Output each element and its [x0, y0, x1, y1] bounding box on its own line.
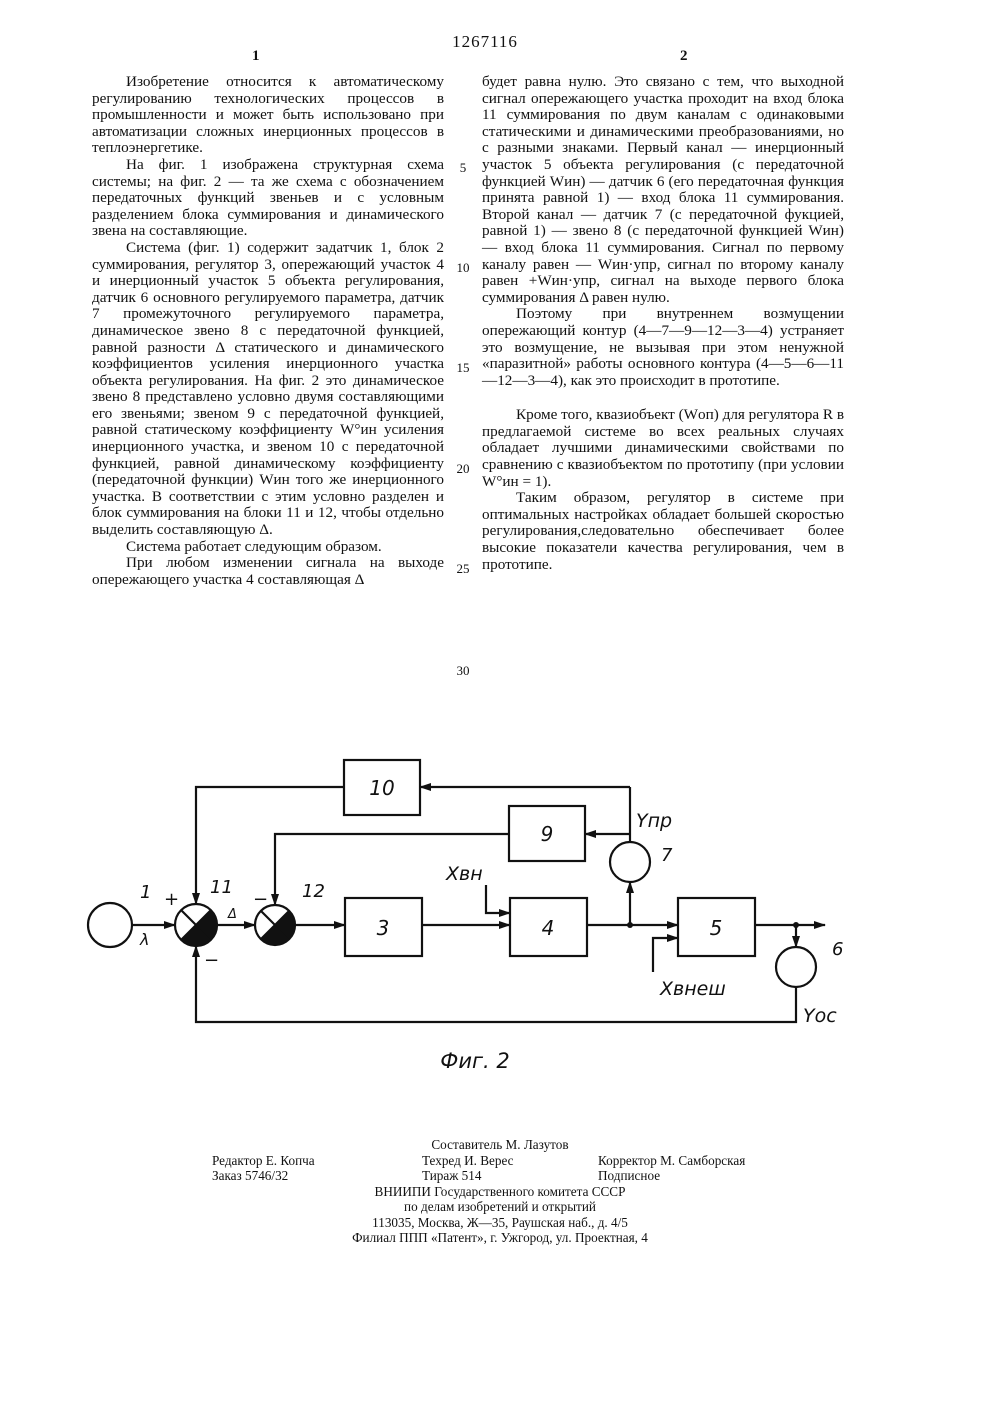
address: 113035, Москва, Ж—35, Раушская наб., д. 4/5 — [372, 1214, 628, 1230]
circulation: Тираж 514 — [422, 1168, 482, 1183]
corrector: Корректор М. Самборская — [598, 1152, 746, 1168]
right-column — [482, 74, 844, 573]
signal-yos: Yос — [803, 1005, 837, 1027]
paragraph: Система (фиг. 1) содержит задатчик 1, блок 2 суммирования, регулятор 3, опережающий участок 4 и инерционный участок 5 объекта регулирования, датчик 6 основного регулируемого параметра, датчик 7 промежуточного регулируемого параметра, динамическое звено 8 с передаточной функцией, равной разности Δ статического и динамического коэффициентов усиления инерционного участка объекта регулирования. На фиг. 2 это динамическое звено 8 представлено условно двумя составляющими его звеньями; звеном 9 с передаточной функцией, равной статическому коэффициенту W°ин усиления инерционного участка, и звеном 10 с передаточной функцией, равной динамическому коэффициенту (передаточной функции) Wин того же инерционного участка. В соответствии с этим условно разделен и блок суммирования на блоки 11 и 12, чтобы отдельно выделить составляющую Δ. — [92, 238, 444, 539]
patent-number: 1267116 — [452, 32, 518, 51]
column-number-left: 1 — [252, 48, 260, 64]
signal-lambda: λ — [140, 930, 150, 949]
label-block-5: 5 — [709, 916, 723, 940]
label-node-11: 11 — [210, 877, 233, 898]
paragraph: Система работает следующим образом. — [126, 537, 382, 555]
label-block-4: 4 — [541, 916, 555, 940]
compiler: Составитель М. Лазутов — [431, 1137, 569, 1152]
label-block-10: 10 — [369, 776, 395, 800]
node-7 — [610, 842, 650, 882]
line-number: 20 — [456, 461, 470, 476]
order: Заказ 5746/32 — [212, 1168, 289, 1183]
editor: Редактор Е. Копча — [212, 1152, 315, 1168]
signal-xvnesh: Xвнеш — [660, 978, 726, 1000]
label-node-7: 7 — [661, 845, 673, 866]
subscription: Подписное — [598, 1168, 661, 1183]
paragraph: На фиг. 1 изображена структурная схема системы; на фиг. 2 — та же схема с обозначением передаточных функций звеньев и с условным разделением блока суммирования и динамического звена на составляющие. — [92, 155, 444, 240]
techred: Техред И. Верес — [422, 1152, 514, 1168]
figure-caption: Фиг. 2 — [440, 1049, 510, 1073]
signal-plus: + — [164, 889, 180, 910]
line-number: 5 — [459, 160, 467, 175]
line-number: 15 — [456, 360, 470, 375]
branch: Филиал ППП «Патент», г. Ужгород, ул. Проектная, 4 — [352, 1230, 648, 1245]
node-6 — [776, 947, 816, 987]
signal-xvn: Xвн — [446, 863, 483, 885]
signal-minus-11: − — [204, 950, 220, 971]
paragraph: Кроме того, квазиобъект (Wоп) для регулятора R в предлагаемой системе во всех реальных случаях обладает лучшими динамическими свойствами по сравнению с квазиобъектом по прототипу (при условии W°ин = 1). — [482, 406, 844, 490]
left-column — [92, 74, 444, 588]
line-number: 30 — [456, 663, 470, 678]
column-number-right: 2 — [680, 48, 688, 64]
paragraph: будет равна нулю. Это связано с тем, что выходной сигнал опережающего участка проходит на вход блока 11 суммирования по двум каналам с одинаковыми статическими и динамическими преобразованиями, но с разными знаками. Первый канал — инерционный участок 5 объекта регулирования (с передаточной функцией Wин) — датчик 6 (его передаточная функция принята равной 1) — вход блока 11 суммирования. Второй канал — датчик 7 (с передаточной фукцией, равной 1) — звено 8 (с передаточной функцией Wин) — вход блока 11 суммирования. Сигнал по первому каналу равен — Wин·yпр, сигнал по второму каналу равен +Wин·yпр, сигнал на выходе первого блока суммирования Δ равен нулю. — [482, 73, 844, 306]
signal-ypr: Yпр — [636, 810, 673, 832]
label-block-3: 3 — [376, 916, 390, 940]
paragraph: Таким образом, регулятор в системе при оптимальных настройках обладает большей скоростью регулирования,следовательно обеспечивает более высокие показатели качества регулирования, чем в прототипе. — [482, 489, 844, 573]
block-diagram — [0, 740, 1000, 1100]
node-1 — [88, 903, 132, 947]
org-line-2: по делам изобретений и открытий — [404, 1199, 596, 1214]
imprint — [200, 1137, 800, 1246]
signal-minus-12: − — [253, 889, 269, 910]
paragraph: Поэтому при внутреннем возмущении опережающий контур (4—7—9—12—3—4) устраняет это возмущение, не вызывая при этом ненужной «паразитной» работы основного контура (4—5—6—11—12—3—4), как это происходит в прототипе. — [482, 305, 844, 389]
label-block-9: 9 — [540, 822, 554, 846]
line-number: 25 — [456, 561, 470, 576]
paragraph: Изобретение относится к автоматическому регулированию технологических процессов в промышленности и может быть использовано при автоматизации сложных инерционных процессов в теплоэнергетике. — [92, 73, 444, 157]
line-number: 10 — [456, 260, 470, 275]
org-line-1: ВНИИПИ Государственного комитета СССР — [374, 1183, 626, 1199]
label-node-1: 1 — [140, 882, 152, 903]
paragraph: При любом изменении сигнала на выходе опережающего участка 4 составляющая Δ — [92, 554, 444, 588]
label-node-6: 6 — [832, 939, 844, 960]
label-node-12: 12 — [302, 881, 325, 902]
signal-delta: Δ — [228, 907, 237, 922]
